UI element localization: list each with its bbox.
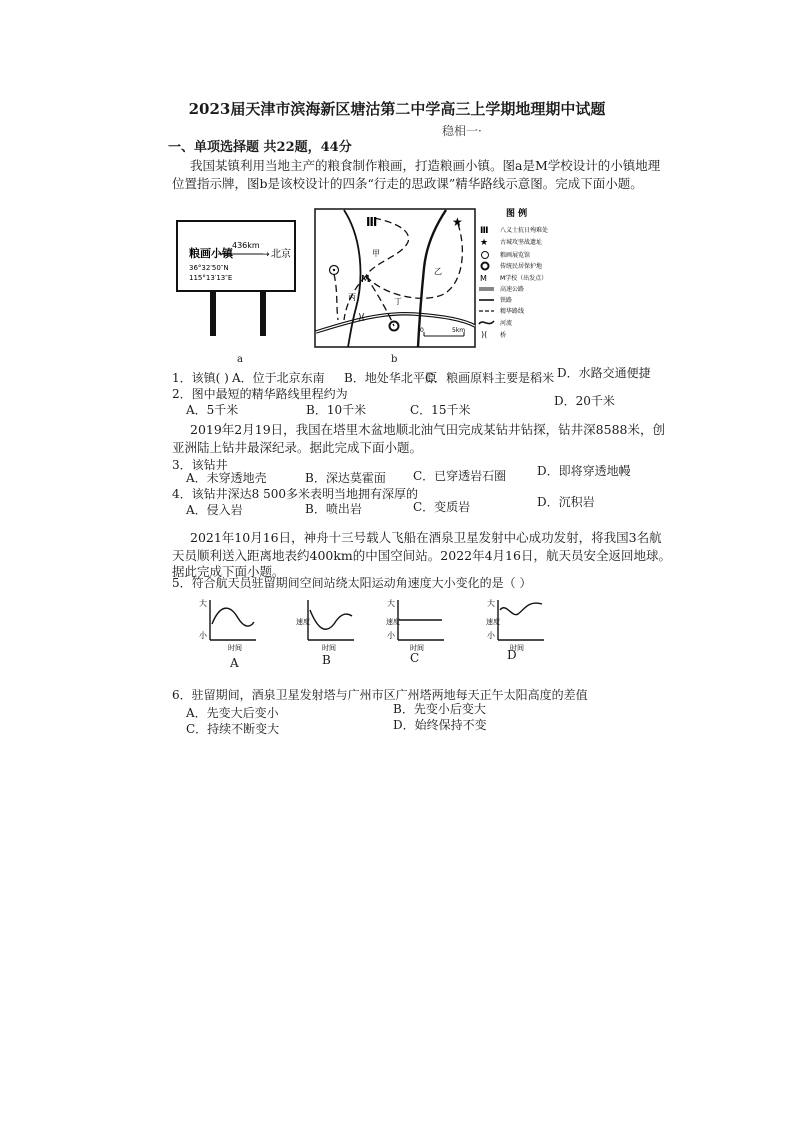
sign-distance: 436km [232, 241, 260, 250]
legend-label: 铁路 [500, 297, 513, 304]
q6-option-a: A．先变大后变小 [186, 706, 279, 720]
graph-c-big: 大 [387, 599, 395, 608]
star-icon: ★ [452, 215, 463, 229]
q6-option-d: D．始终保持不变 [393, 718, 487, 732]
q1-option-b: B．地处华北平原 [344, 371, 437, 385]
q5-label-c: C [410, 651, 420, 665]
legend-label: 高速公路 [500, 286, 525, 293]
sign-arrow: → [262, 250, 270, 260]
intro2-line2: 亚洲陆上钻井最深纪录。据此完成下面小题。 [172, 440, 423, 455]
sign-lat: 36°32′50″N [189, 264, 229, 272]
legend-title: 图 例 [506, 209, 528, 219]
graph-d-big: 大 [487, 599, 495, 608]
q3-stem: 3．该钻井 [172, 458, 228, 472]
map-legend [478, 204, 598, 344]
sign-lon: 115°13′13″E [189, 274, 233, 282]
q5-stem: 5．符合航天员驻留期间空间站绕太阳运动角速度大小变化的是（ ） [172, 576, 532, 590]
figure-a-sign [168, 212, 308, 336]
q4-stem: 4．该钻井深达8 500多米表明当地拥有深厚的 [172, 487, 418, 501]
intro1-line1: 我国某镇利用当地主产的粮食制作粮画，打造粮画小镇。图a是M学校设计的小镇地理 [190, 158, 661, 173]
q5-label-b: B [322, 653, 331, 667]
place-jia: 甲 [372, 249, 380, 258]
q5-graph-c [384, 594, 446, 652]
q6-option-b: B．先变小后变大 [393, 702, 486, 716]
sign-post-right [260, 291, 266, 336]
legend-label: 精华路线 [500, 308, 525, 315]
legend-river-icon [479, 321, 494, 324]
graph-b-x: 时间 [322, 644, 336, 652]
q1-option-d: D．水路交通便捷 [557, 366, 651, 380]
graph-c-small: 小 [387, 631, 395, 640]
q2-option-c: C．15千米 [410, 403, 471, 417]
legend-star-icon: ★ [480, 238, 489, 248]
q4-option-b: B．喷出岩 [305, 502, 362, 516]
intro3-line2: 天员顺利送入距离地表约400km的中国空间站。2022年4月16日，航天员安全返回地球。 [172, 548, 671, 563]
legend-label: 粮画展览馆 [500, 252, 531, 259]
graph-a-curve [212, 608, 254, 626]
graph-a-x: 时间 [228, 644, 242, 652]
q5-graph-a [196, 594, 258, 652]
graph-a-big: 大 [199, 599, 207, 608]
q6-option-c: C．持续不断变大 [186, 722, 280, 736]
legend-monument-icon: Ⅲ [480, 226, 489, 236]
q3-option-c: C．已穿透岩石圈 [413, 469, 507, 483]
intro3-line3: 据此完成下面小题。 [172, 564, 285, 579]
graph-d-y: 速度 [486, 618, 500, 626]
school-icon: M [361, 274, 370, 285]
legend-label: 河流 [500, 320, 513, 327]
graph-d-curve [500, 603, 542, 615]
figure-b-map [314, 208, 476, 348]
bridge-icon: )( [358, 313, 366, 323]
legend-label: 八义士抗日殉难处 [500, 227, 549, 234]
legend-label: M学校（出发点） [500, 275, 548, 282]
q6-stem: 6．驻留期间，酒泉卫星发射塔与广州市区广州塔两地每天正午太阳高度的差值 [172, 688, 588, 702]
q3-option-b: B．深达莫霍面 [305, 471, 386, 485]
legend-label: 传统民居保护地 [500, 263, 543, 270]
graph-c-x: 时间 [410, 644, 424, 652]
graph-b-y: 速度 [296, 618, 310, 626]
graph-b-curve [310, 610, 352, 629]
graph-c-y: 速度 [386, 618, 400, 626]
legend-label: 古城攻坚战遗址 [500, 239, 543, 246]
q4-option-c: C．变质岩 [413, 500, 471, 514]
sign-city: 北京 [271, 249, 291, 260]
monument-icon: Ⅲ [366, 215, 378, 229]
header-fragment: 稳相一· [442, 124, 482, 138]
q5-graph-b [294, 594, 356, 652]
q4-option-d: D．沉积岩 [537, 495, 595, 509]
q2-option-d: D．20千米 [554, 394, 615, 408]
q1-option-a: A．位于北京东南 [232, 371, 325, 385]
place-yi: 乙 [434, 267, 442, 276]
legend-label: 桥 [500, 332, 507, 339]
intro2-line1: 2019年2月19日，我国在塔里木盆地顺北油气田完成某钻井钻探，钻井深8588米，创 [190, 422, 665, 437]
q5-label-a: A [230, 656, 239, 670]
scale-zero: 0 [420, 327, 424, 334]
graph-d-small: 小 [487, 631, 495, 640]
legend-village-icon [482, 263, 489, 270]
q4-option-a: A．侵入岩 [186, 503, 243, 517]
q2-option-a: A．5千米 [186, 403, 239, 417]
q3-option-d: D．即将穿透地幔 [537, 464, 631, 478]
graph-d-x: 时间 [510, 644, 524, 652]
graph-a-small: 小 [199, 631, 207, 640]
q5-graph-d [484, 594, 546, 652]
caption-b: b [391, 354, 398, 365]
page-title: 2023届天津市滨海新区塘沽第二中学高三上学期地理期中试题 [188, 100, 606, 118]
caption-a: a [237, 354, 243, 365]
place-ding: 丁 [394, 297, 402, 306]
intro1-line2: 位置指示牌，图b是该校设计的四条“行走的思政课”精华路线示意图。完成下面小题。 [172, 176, 643, 191]
sign-town: 粮画小镇 [189, 247, 233, 260]
sign-post-left [210, 291, 216, 336]
q1-stem: 1．该镇( ) [172, 371, 229, 385]
intro3-line1: 2021年10月16日，神舟十三号载人飞船在酒泉卫星发射中心成功发射，将我国3名航 [190, 530, 662, 545]
q2-option-b: B．10千米 [306, 403, 367, 417]
legend-school-icon: M [480, 274, 487, 283]
q5-label-d: D [507, 648, 517, 662]
scale-end: 5km [452, 327, 466, 334]
section-heading: 一、单项选择题 共22题，44分 [168, 140, 352, 155]
legend-bridge-icon: )( [481, 330, 488, 339]
q1-option-c: C．粮画原料主要是稻米 [425, 371, 555, 385]
q3-option-a: A．未穿透地壳 [186, 471, 267, 485]
q2-stem: 2．图中最短的精华路线里程约为 [172, 387, 348, 401]
place-bing: 丙 [348, 293, 356, 302]
legend-museum-icon [482, 252, 489, 259]
